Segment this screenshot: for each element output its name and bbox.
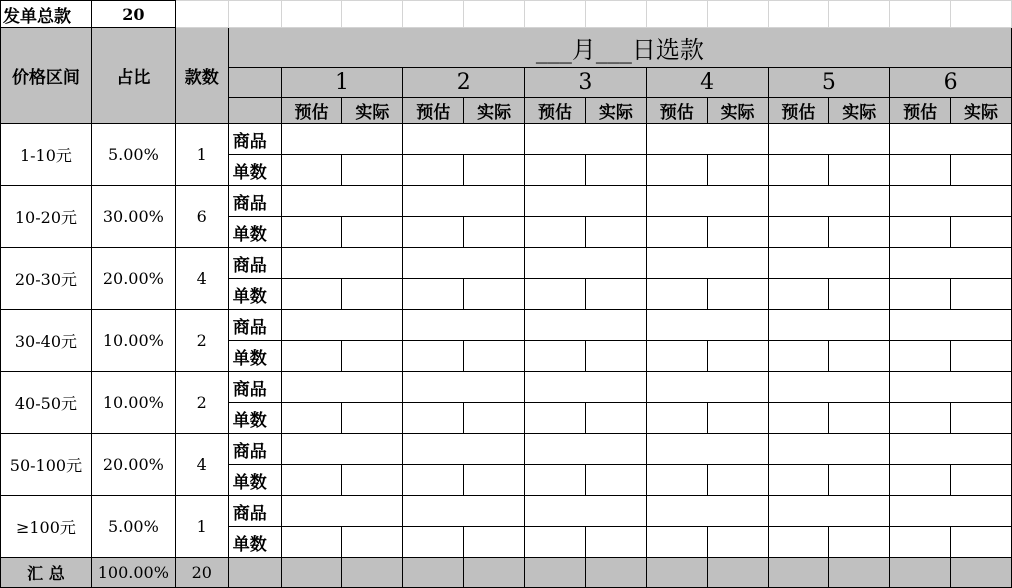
goods-label[interactable]: 商品	[228, 186, 281, 217]
empty-cell[interactable]	[890, 1, 951, 28]
empty-header-cell[interactable]	[228, 68, 281, 98]
summary-empty-cell[interactable]	[464, 558, 525, 588]
summary-empty-cell[interactable]	[342, 558, 403, 588]
price-range-header[interactable]: 价格区间	[1, 28, 92, 124]
summary-empty-cell[interactable]	[890, 558, 951, 588]
goods-day-cell[interactable]	[281, 496, 403, 527]
day-header-3[interactable]: 3	[525, 68, 647, 98]
empty-cell[interactable]	[768, 1, 829, 28]
actual-cell[interactable]	[951, 279, 1012, 310]
actual-cell[interactable]	[464, 527, 525, 558]
actual-cell[interactable]	[707, 527, 768, 558]
estimate-cell[interactable]	[525, 217, 586, 248]
price-range-cell[interactable]: 30-40元	[1, 310, 92, 372]
actual-header[interactable]: 实际	[464, 98, 525, 124]
estimate-cell[interactable]	[403, 527, 464, 558]
estimate-cell[interactable]	[890, 217, 951, 248]
actual-cell[interactable]	[707, 279, 768, 310]
estimate-cell[interactable]	[525, 341, 586, 372]
goods-day-cell[interactable]	[890, 496, 1012, 527]
estimate-header[interactable]: 预估	[525, 98, 586, 124]
goods-day-cell[interactable]	[890, 372, 1012, 403]
estimate-cell[interactable]	[281, 527, 342, 558]
summary-empty-cell[interactable]	[646, 558, 707, 588]
goods-day-cell[interactable]	[403, 310, 525, 341]
sheet-title[interactable]: ___月___日选款	[228, 28, 1011, 68]
goods-day-cell[interactable]	[768, 434, 890, 465]
actual-cell[interactable]	[829, 527, 890, 558]
actual-cell[interactable]	[585, 403, 646, 434]
actual-cell[interactable]	[707, 155, 768, 186]
goods-day-cell[interactable]	[525, 124, 647, 155]
goods-day-cell[interactable]	[403, 434, 525, 465]
empty-cell[interactable]	[829, 1, 890, 28]
actual-cell[interactable]	[707, 403, 768, 434]
summary-empty-cell[interactable]	[829, 558, 890, 588]
estimate-cell[interactable]	[768, 403, 829, 434]
goods-day-cell[interactable]	[768, 248, 890, 279]
actual-cell[interactable]	[829, 279, 890, 310]
estimate-cell[interactable]	[646, 403, 707, 434]
estimate-cell[interactable]	[646, 279, 707, 310]
actual-cell[interactable]	[585, 527, 646, 558]
goods-day-cell[interactable]	[890, 248, 1012, 279]
goods-day-cell[interactable]	[403, 372, 525, 403]
estimate-cell[interactable]	[646, 465, 707, 496]
total-orders-label[interactable]: 发单总款	[1, 1, 92, 28]
day-header-1[interactable]: 1	[281, 68, 403, 98]
summary-empty-cell[interactable]	[707, 558, 768, 588]
estimate-cell[interactable]	[525, 279, 586, 310]
goods-day-cell[interactable]	[890, 186, 1012, 217]
actual-header[interactable]: 实际	[585, 98, 646, 124]
estimate-cell[interactable]	[281, 279, 342, 310]
goods-day-cell[interactable]	[281, 434, 403, 465]
goods-day-cell[interactable]	[281, 124, 403, 155]
estimate-cell[interactable]	[403, 155, 464, 186]
estimate-cell[interactable]	[890, 527, 951, 558]
estimate-cell[interactable]	[890, 279, 951, 310]
empty-cell[interactable]	[707, 1, 768, 28]
estimate-cell[interactable]	[403, 403, 464, 434]
estimate-cell[interactable]	[890, 155, 951, 186]
goods-day-cell[interactable]	[403, 124, 525, 155]
actual-cell[interactable]	[951, 465, 1012, 496]
actual-header[interactable]: 实际	[829, 98, 890, 124]
empty-header-cell[interactable]	[228, 98, 281, 124]
empty-cell[interactable]	[228, 1, 281, 28]
goods-label[interactable]: 商品	[228, 496, 281, 527]
goods-day-cell[interactable]	[281, 310, 403, 341]
orders-label[interactable]: 单数	[228, 341, 281, 372]
ratio-cell[interactable]: 30.00%	[91, 186, 175, 248]
day-header-2[interactable]: 2	[403, 68, 525, 98]
actual-cell[interactable]	[829, 217, 890, 248]
empty-cell[interactable]	[646, 1, 707, 28]
estimate-cell[interactable]	[525, 465, 586, 496]
table-row	[1, 434, 1012, 465]
actual-cell[interactable]	[951, 217, 1012, 248]
table-row	[1, 310, 1012, 341]
empty-cell[interactable]	[403, 1, 464, 28]
estimate-cell[interactable]	[646, 217, 707, 248]
empty-cell[interactable]	[175, 1, 228, 28]
actual-cell[interactable]	[951, 341, 1012, 372]
price-range-cell[interactable]: 20-30元	[1, 248, 92, 310]
estimate-cell[interactable]	[646, 527, 707, 558]
summary-empty-cell[interactable]	[951, 558, 1012, 588]
price-range-cell[interactable]: 1-10元	[1, 124, 92, 186]
estimate-cell[interactable]	[768, 279, 829, 310]
count-cell[interactable]: 2	[175, 372, 228, 434]
estimate-cell[interactable]	[890, 403, 951, 434]
estimate-cell[interactable]	[768, 217, 829, 248]
actual-cell[interactable]	[342, 465, 403, 496]
orders-label[interactable]: 单数	[228, 279, 281, 310]
empty-cell[interactable]	[464, 1, 525, 28]
estimate-cell[interactable]	[768, 341, 829, 372]
empty-cell[interactable]	[951, 1, 1012, 28]
orders-label[interactable]: 单数	[228, 403, 281, 434]
goods-day-cell[interactable]	[646, 310, 768, 341]
estimate-cell[interactable]	[890, 341, 951, 372]
actual-cell[interactable]	[829, 341, 890, 372]
empty-cell[interactable]	[342, 1, 403, 28]
actual-cell[interactable]	[585, 217, 646, 248]
estimate-cell[interactable]	[281, 341, 342, 372]
summary-label[interactable]: 汇 总	[1, 558, 92, 588]
ratio-cell[interactable]: 5.00%	[91, 496, 175, 558]
goods-label[interactable]: 商品	[228, 434, 281, 465]
day-header-5[interactable]: 5	[768, 68, 890, 98]
goods-label[interactable]: 商品	[228, 248, 281, 279]
actual-cell[interactable]	[342, 279, 403, 310]
estimate-header[interactable]: 预估	[890, 98, 951, 124]
orders-label[interactable]: 单数	[228, 155, 281, 186]
summary-empty-cell[interactable]	[281, 558, 342, 588]
actual-cell[interactable]	[342, 527, 403, 558]
count-cell[interactable]: 2	[175, 310, 228, 372]
estimate-cell[interactable]	[768, 155, 829, 186]
price-range-cell[interactable]: 50-100元	[1, 434, 92, 496]
summary-empty-cell[interactable]	[768, 558, 829, 588]
price-range-cell[interactable]: ≥100元	[1, 496, 92, 558]
estimate-header[interactable]: 预估	[646, 98, 707, 124]
actual-cell[interactable]	[342, 217, 403, 248]
goods-label[interactable]: 商品	[228, 372, 281, 403]
actual-cell[interactable]	[464, 465, 525, 496]
actual-header[interactable]: 实际	[707, 98, 768, 124]
goods-day-cell[interactable]	[768, 124, 890, 155]
ratio-cell[interactable]: 10.00%	[91, 372, 175, 434]
estimate-cell[interactable]	[525, 403, 586, 434]
empty-cell[interactable]	[525, 1, 586, 28]
count-cell[interactable]: 1	[175, 496, 228, 558]
goods-day-cell[interactable]	[890, 124, 1012, 155]
actual-cell[interactable]	[585, 155, 646, 186]
table-row	[1, 372, 1012, 403]
actual-cell[interactable]	[464, 279, 525, 310]
estimate-cell[interactable]	[890, 465, 951, 496]
goods-day-cell[interactable]	[525, 434, 647, 465]
actual-header[interactable]: 实际	[951, 98, 1012, 124]
count-header[interactable]: 款数	[175, 28, 228, 124]
estimate-cell[interactable]	[525, 527, 586, 558]
goods-day-cell[interactable]	[768, 186, 890, 217]
goods-day-cell[interactable]	[525, 186, 647, 217]
actual-cell[interactable]	[585, 279, 646, 310]
summary-empty-cell[interactable]	[585, 558, 646, 588]
price-range-cell[interactable]: 10-20元	[1, 186, 92, 248]
estimate-cell[interactable]	[768, 465, 829, 496]
summary-empty-cell[interactable]	[525, 558, 586, 588]
estimate-header[interactable]: 预估	[403, 98, 464, 124]
actual-cell[interactable]	[829, 155, 890, 186]
goods-label[interactable]: 商品	[228, 124, 281, 155]
actual-cell[interactable]	[707, 341, 768, 372]
count-cell[interactable]: 4	[175, 248, 228, 310]
estimate-cell[interactable]	[403, 465, 464, 496]
orders-label[interactable]: 单数	[228, 527, 281, 558]
goods-day-cell[interactable]	[525, 496, 647, 527]
estimate-cell[interactable]	[646, 341, 707, 372]
estimate-header[interactable]: 预估	[281, 98, 342, 124]
table-row	[1, 496, 1012, 527]
count-cell[interactable]: 4	[175, 434, 228, 496]
estimate-cell[interactable]	[281, 465, 342, 496]
actual-cell[interactable]	[464, 217, 525, 248]
goods-day-cell[interactable]	[646, 434, 768, 465]
actual-cell[interactable]	[342, 341, 403, 372]
goods-day-cell[interactable]	[403, 248, 525, 279]
day-header-6[interactable]: 6	[890, 68, 1012, 98]
empty-cell[interactable]	[585, 1, 646, 28]
goods-day-cell[interactable]	[768, 496, 890, 527]
empty-cell[interactable]	[281, 1, 342, 28]
actual-header[interactable]: 实际	[342, 98, 403, 124]
actual-cell[interactable]	[464, 341, 525, 372]
orders-label[interactable]: 单数	[228, 465, 281, 496]
goods-day-cell[interactable]	[525, 372, 647, 403]
estimate-cell[interactable]	[281, 217, 342, 248]
estimate-cell[interactable]	[403, 279, 464, 310]
goods-day-cell[interactable]	[768, 310, 890, 341]
price-range-cell[interactable]: 40-50元	[1, 372, 92, 434]
actual-cell[interactable]	[464, 403, 525, 434]
actual-cell[interactable]	[829, 465, 890, 496]
summary-empty-cell[interactable]	[403, 558, 464, 588]
goods-day-cell[interactable]	[525, 248, 647, 279]
goods-day-cell[interactable]	[646, 186, 768, 217]
actual-cell[interactable]	[829, 403, 890, 434]
summary-count[interactable]: 20	[175, 558, 228, 588]
day-header-4[interactable]: 4	[646, 68, 768, 98]
actual-cell[interactable]	[951, 403, 1012, 434]
actual-cell[interactable]	[342, 403, 403, 434]
actual-cell[interactable]	[951, 155, 1012, 186]
goods-label[interactable]: 商品	[228, 310, 281, 341]
goods-day-cell[interactable]	[281, 186, 403, 217]
goods-day-cell[interactable]	[646, 124, 768, 155]
summary-empty-cell[interactable]	[228, 558, 281, 588]
table-row	[1, 248, 1012, 279]
ratio-cell[interactable]: 20.00%	[91, 434, 175, 496]
estimate-cell[interactable]	[768, 527, 829, 558]
ratio-cell[interactable]: 5.00%	[91, 124, 175, 186]
goods-day-cell[interactable]	[890, 310, 1012, 341]
actual-cell[interactable]	[464, 155, 525, 186]
estimate-cell[interactable]	[646, 155, 707, 186]
table-row	[1, 124, 1012, 155]
actual-cell[interactable]	[585, 341, 646, 372]
orders-label[interactable]: 单数	[228, 217, 281, 248]
actual-cell[interactable]	[585, 465, 646, 496]
goods-day-cell[interactable]	[403, 186, 525, 217]
total-orders-value[interactable]: 20	[91, 1, 175, 28]
goods-day-cell[interactable]	[281, 248, 403, 279]
goods-day-cell[interactable]	[768, 372, 890, 403]
goods-day-cell[interactable]	[403, 496, 525, 527]
summary-ratio[interactable]: 100.00%	[91, 558, 175, 588]
table-row	[1, 186, 1012, 217]
estimate-cell[interactable]	[281, 403, 342, 434]
actual-cell[interactable]	[707, 217, 768, 248]
goods-day-cell[interactable]	[281, 372, 403, 403]
estimate-header[interactable]: 预估	[768, 98, 829, 124]
ratio-cell[interactable]: 10.00%	[91, 310, 175, 372]
ratio-cell[interactable]: 20.00%	[91, 248, 175, 310]
goods-day-cell[interactable]	[646, 496, 768, 527]
estimate-cell[interactable]	[403, 217, 464, 248]
goods-day-cell[interactable]	[525, 310, 647, 341]
actual-cell[interactable]	[707, 465, 768, 496]
estimate-cell[interactable]	[525, 155, 586, 186]
count-cell[interactable]: 1	[175, 124, 228, 186]
estimate-cell[interactable]	[281, 155, 342, 186]
count-cell[interactable]: 6	[175, 186, 228, 248]
goods-day-cell[interactable]	[646, 372, 768, 403]
goods-day-cell[interactable]	[646, 248, 768, 279]
ratio-header[interactable]: 占比	[91, 28, 175, 124]
actual-cell[interactable]	[342, 155, 403, 186]
goods-day-cell[interactable]	[890, 434, 1012, 465]
actual-cell[interactable]	[951, 527, 1012, 558]
estimate-cell[interactable]	[403, 341, 464, 372]
summary-row	[1, 558, 1012, 588]
